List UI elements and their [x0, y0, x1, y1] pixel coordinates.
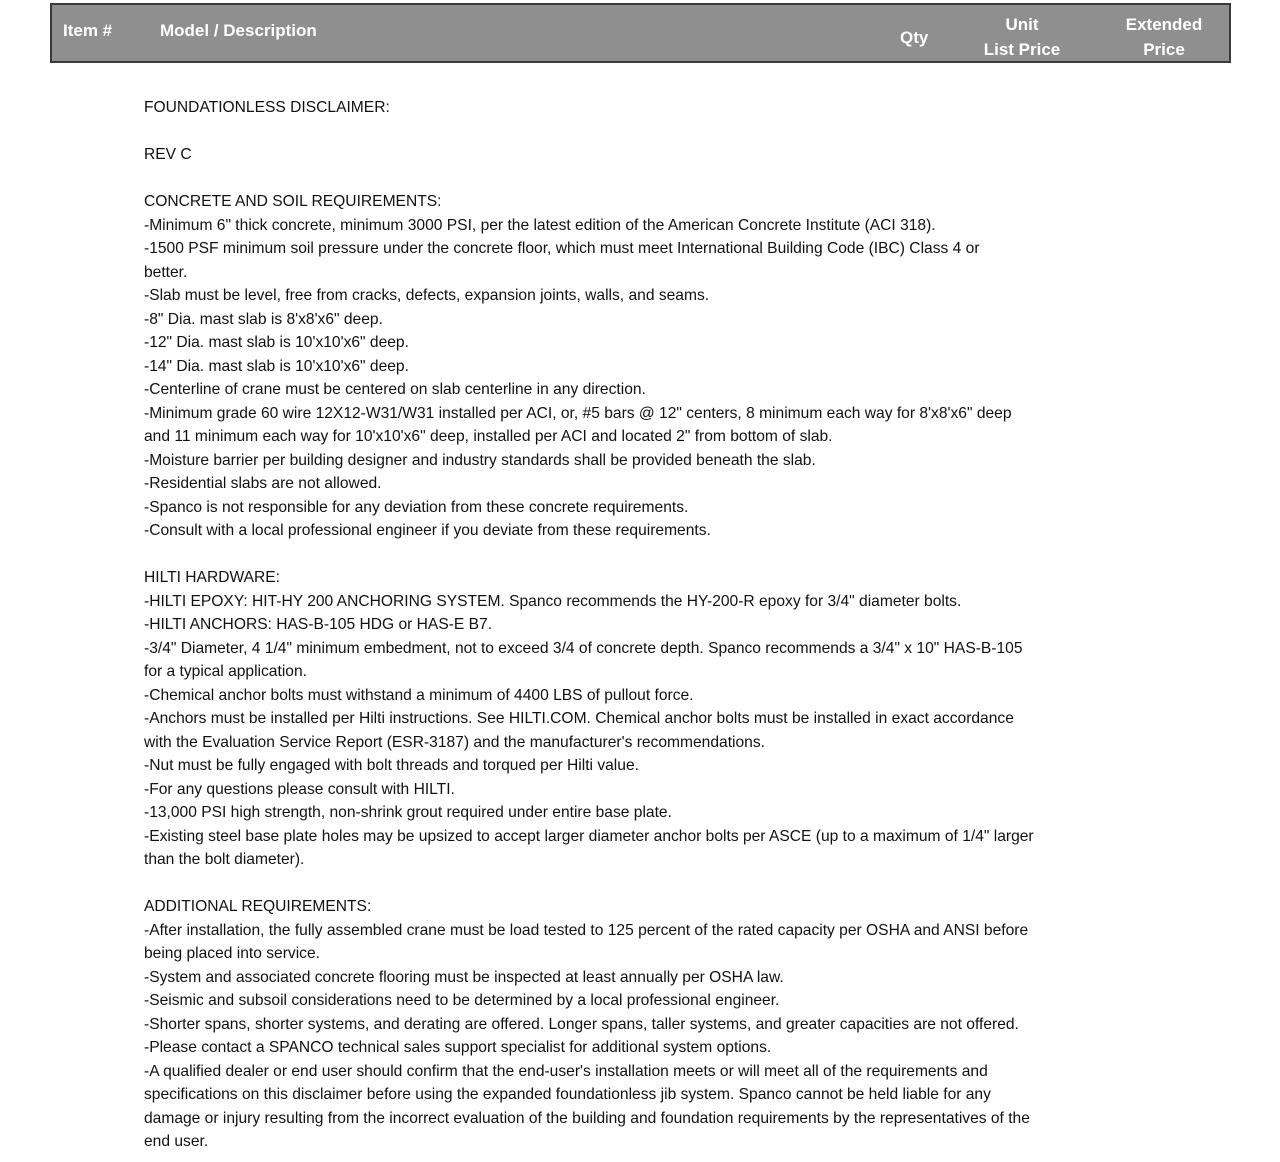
column-header-qty: Qty: [900, 28, 929, 47]
text-line: -Spanco is not responsible for any deviation from these concrete requirements.: [144, 498, 689, 516]
disclaimer-body: [144, 96, 1124, 1154]
text-line: -Slab must be level, free from cracks, defects, expansion joints, walls, and seams.: [144, 287, 710, 304]
text-line: -Existing steel base plate holes may be upsized to accept larger diameter anchor bolts per ASCE (up to a maximum of 1/4" larger: [144, 827, 1034, 845]
text-line: -Centerline of crane must be centered on slab centerline in any direction.: [144, 381, 646, 398]
text-line: for a typical application.: [144, 663, 307, 680]
text-line: -1500 PSF minimum soil pressure under the concrete floor, which must meet International Building Code (IBC) Class 4 or: [144, 240, 980, 257]
text-line: -Seismic and subsoil considerations need to be determined by a local professional engineer.: [144, 992, 780, 1009]
text-line: being placed into service.: [144, 945, 320, 962]
concrete-heading: CONCRETE AND SOIL REQUIREMENTS:: [144, 193, 442, 210]
text-line: -Minimum grade 60 wire 12X12-W31/W31 installed per ACI, or, #5 bars @ 12" centers, 8 minimum each way for 8'x8'x6" deep: [144, 404, 1012, 422]
column-header-model: Model / Description: [160, 21, 317, 40]
hilti-hardware-list: [144, 590, 1124, 872]
text-line: better.: [144, 263, 188, 281]
text-line: -HILTI ANCHORS: HAS-B-105 HDG or HAS-E B7.: [144, 616, 493, 633]
text-line: -Moisture barrier per building designer and industry standards shall be provided beneath the slab.: [144, 451, 816, 469]
text-line: -Residential slabs are not allowed.: [144, 475, 382, 492]
text-line: -Nut must be fully engaged with bolt threads and torqued per Hilti value.: [144, 757, 639, 774]
additional-requirements-list: [144, 919, 1124, 1154]
text-line: -HILTI EPOXY: HIT-HY 200 ANCHORING SYSTEM. Spanco recommends the HY-200-R epoxy for 3/4" diameter bolts.: [144, 592, 962, 610]
text-line: -Minimum 6" thick concrete, minimum 3000 PSI, per the latest edition of the American Concrete Institute (ACI 318).: [144, 216, 936, 234]
text-line: -Shorter spans, shorter systems, and derating are offered. Longer spans, taller systems, and greater capacities are not offered.: [144, 1015, 1019, 1033]
text-line: -A qualified dealer or end user should confirm that the end-user's installation meets or will meet all of the requirements and: [144, 1062, 988, 1080]
column-header-extended-price: [1110, 12, 1218, 62]
column-header-item: Item #: [63, 21, 113, 40]
disclaimer-title: FOUNDATIONLESS DISCLAIMER:: [144, 99, 390, 116]
text-line: -13,000 PSI high strength, non-shrink grout required under entire base plate.: [144, 804, 672, 821]
text-line: -Please contact a SPANCO technical sales support specialist for additional system options.: [144, 1039, 772, 1056]
column-header-unit-price: [968, 12, 1076, 62]
text-line: -14" Dia. mast slab is 10'x10'x6" deep.: [144, 357, 409, 375]
text-line: -Chemical anchor bolts must withstand a minimum of 4400 LBS of pullout force.: [144, 686, 694, 704]
text-line: than the bolt diameter).: [144, 851, 305, 868]
text-line: -After installation, the fully assembled crane must be load tested to 125 percent of the rated capacity per OSHA and ANSI before: [144, 921, 1029, 939]
revision-label: REV C: [144, 146, 192, 163]
text-line: -3/4" Diameter, 4 1/4" minimum embedment, not to exceed 3/4 of concrete depth. Spanco recommends a 3/4" x 10" HAS-B-105: [144, 639, 1023, 657]
text-line: -Consult with a local professional engineer if you deviate from these requirements.: [144, 522, 711, 539]
ext-label-line-2: Price: [1143, 40, 1185, 59]
additional-heading: ADDITIONAL REQUIREMENTS:: [144, 898, 372, 915]
text-line: specifications on this disclaimer before using the expanded foundationless jib system. Spanco cannot be held liable for any: [144, 1086, 991, 1103]
text-line: with the Evaluation Service Report (ESR-3187) and the manufacturer's recommendations.: [144, 733, 765, 751]
table-header: [50, 3, 1231, 63]
text-line: -System and associated concrete flooring must be inspected at least annually per OSHA law.: [144, 968, 784, 986]
unit-label-line-1: Unit: [1005, 15, 1039, 34]
concrete-requirements-list: [144, 214, 1124, 543]
text-line: -8" Dia. mast slab is 8'x8'x6" deep.: [144, 310, 383, 328]
text-line: -Anchors must be installed per Hilti instructions. See HILTI.COM. Chemical anchor bolts must be installed in exact accordance: [144, 710, 1014, 727]
hilti-heading: HILTI HARDWARE:: [144, 569, 281, 586]
ext-label-line-1: Extended: [1125, 15, 1203, 34]
text-line: -12" Dia. mast slab is 10'x10'x6" deep.: [144, 334, 409, 351]
text-line: -For any questions please consult with HILTI.: [144, 780, 455, 798]
text-line: and 11 minimum each way for 10'x10'x6" deep, installed per ACI and located 2" from bottom of slab.: [144, 428, 833, 445]
unit-label-line-2: List Price: [983, 40, 1061, 59]
text-line: damage or injury resulting from the incorrect evaluation of the building and foundation requirements by the representatives of the: [144, 1109, 1030, 1127]
text-line: end user.: [144, 1133, 209, 1150]
